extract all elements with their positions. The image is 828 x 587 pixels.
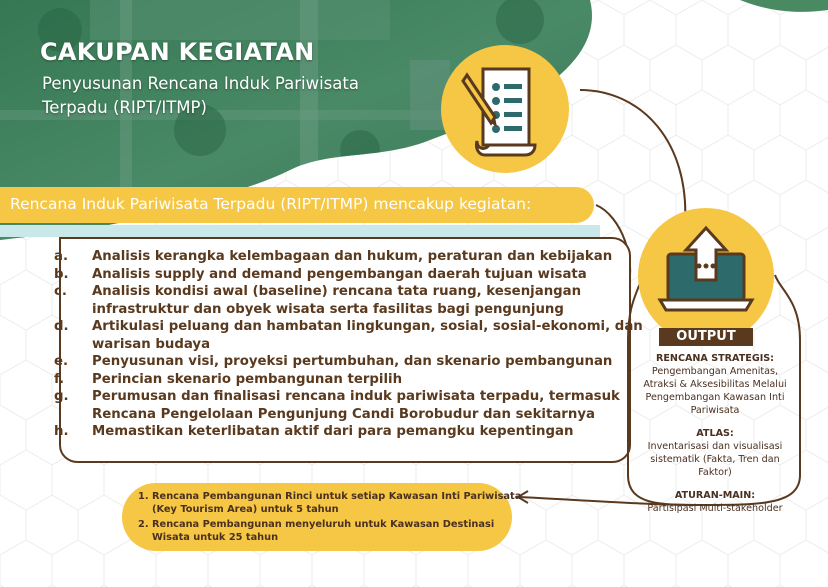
section-heading: RENCANA STRATEGIS:	[655, 353, 775, 364]
item-text: Penyusunan visi, proyeksi pertumbuhan, dan skenario pembangunan	[92, 354, 613, 369]
page-subtitle	[42, 72, 359, 120]
section-text: sistematik (Fakta, Tren dan	[650, 454, 780, 465]
output-icon-badge	[638, 208, 774, 344]
list-item	[54, 423, 614, 441]
list-item	[54, 318, 643, 353]
section-heading: ATLAS:	[696, 428, 734, 439]
list-item	[54, 371, 614, 389]
output-label: OUTPUT	[659, 328, 753, 346]
plan-text: Rencana Pembangunan menyeluruh untuk Kawasan Destinasi	[152, 519, 495, 530]
list-item	[54, 283, 614, 318]
item-text: Analisis supply and demand pengembangan daerah tujuan wisata	[92, 266, 587, 282]
item-text: Perumusan dan finalisasi rencana induk pariwisata terpadu, termasuk	[92, 389, 620, 404]
item-letter: d.	[54, 319, 69, 334]
item-letter: g.	[54, 389, 69, 404]
banner-text: Rencana Induk Pariwisata Terpadu (RIPT/ITMP) mencakup kegiatan:	[10, 195, 532, 213]
output-section	[628, 352, 802, 417]
item-text: Rencana Pengelolaan Pengunjung Candi Borobudur dan sekitarnya	[92, 406, 595, 422]
plan-text: Rencana Pembangunan Rinci untuk setiap Kawasan Inti Pariwisata	[152, 491, 522, 502]
activities-banner	[0, 187, 594, 223]
page-title: CAKUPAN KEGIATAN	[40, 38, 315, 66]
section-text: Inventarisasi dan visualisasi	[647, 441, 783, 452]
item-text: infrastruktur dan obyek wisata serta fasilitas bagi pengunjung	[92, 301, 564, 317]
plans-list	[138, 490, 522, 544]
item-text: Analisis kerangka kelembagaan dan hukum, peraturan dan kebijakan	[92, 249, 613, 264]
item-letter: c.	[54, 284, 67, 299]
plan-item	[138, 490, 522, 516]
activity-list	[54, 248, 643, 441]
item-text: Analisis kondisi awal (baseline) rencana tata ruang, kesenjangan	[92, 284, 582, 299]
section-text: Partisipasi Multi-stakeholder	[647, 503, 783, 514]
section-text: Pengembangan Kawasan Inti	[645, 392, 785, 403]
item-text: Perincian skenario pembangunan terpilih	[92, 371, 403, 387]
item-text: warisan budaya	[92, 336, 211, 352]
subtitle-line: Terpadu (RIPT/ITMP)	[42, 98, 207, 117]
output-section	[628, 427, 802, 479]
item-letter: f.	[54, 371, 65, 387]
output-description	[628, 352, 802, 525]
section-text: Pengembangan Amenitas,	[651, 366, 779, 377]
list-item	[54, 388, 620, 423]
section-text: Pariwisata	[690, 405, 740, 416]
laptop-upload-icon	[638, 208, 774, 344]
item-letter: b.	[54, 266, 69, 282]
document-checklist-icon	[441, 45, 569, 173]
plan-number: 1.	[138, 491, 149, 502]
plan-text: (Key Tourism Area) untuk 5 tahun	[152, 504, 339, 515]
list-item	[54, 266, 614, 284]
item-letter: a.	[54, 249, 69, 264]
plan-number: 2.	[138, 519, 149, 530]
item-text: Memastikan keterlibatan aktif dari para pemangku kepentingan	[92, 424, 574, 439]
section-text: Atraksi & Aksesibilitas Melalui	[643, 379, 787, 390]
item-letter: h.	[54, 424, 69, 439]
section-heading: ATURAN-MAIN:	[674, 490, 756, 501]
subtitle-line: Penyusunan Rencana Induk Pariwisata	[42, 74, 359, 93]
list-item	[54, 248, 614, 266]
output-section	[628, 489, 802, 515]
document-icon-badge	[441, 45, 569, 173]
plan-item	[138, 518, 518, 544]
item-text: Artikulasi peluang dan hambatan lingkungan, sosial, sosial-ekonomi, dan	[92, 319, 643, 334]
plan-text: Wisata untuk 25 tahun	[152, 532, 279, 543]
section-text: Faktor)	[698, 467, 732, 478]
item-letter: e.	[54, 354, 69, 369]
list-item	[54, 353, 614, 371]
